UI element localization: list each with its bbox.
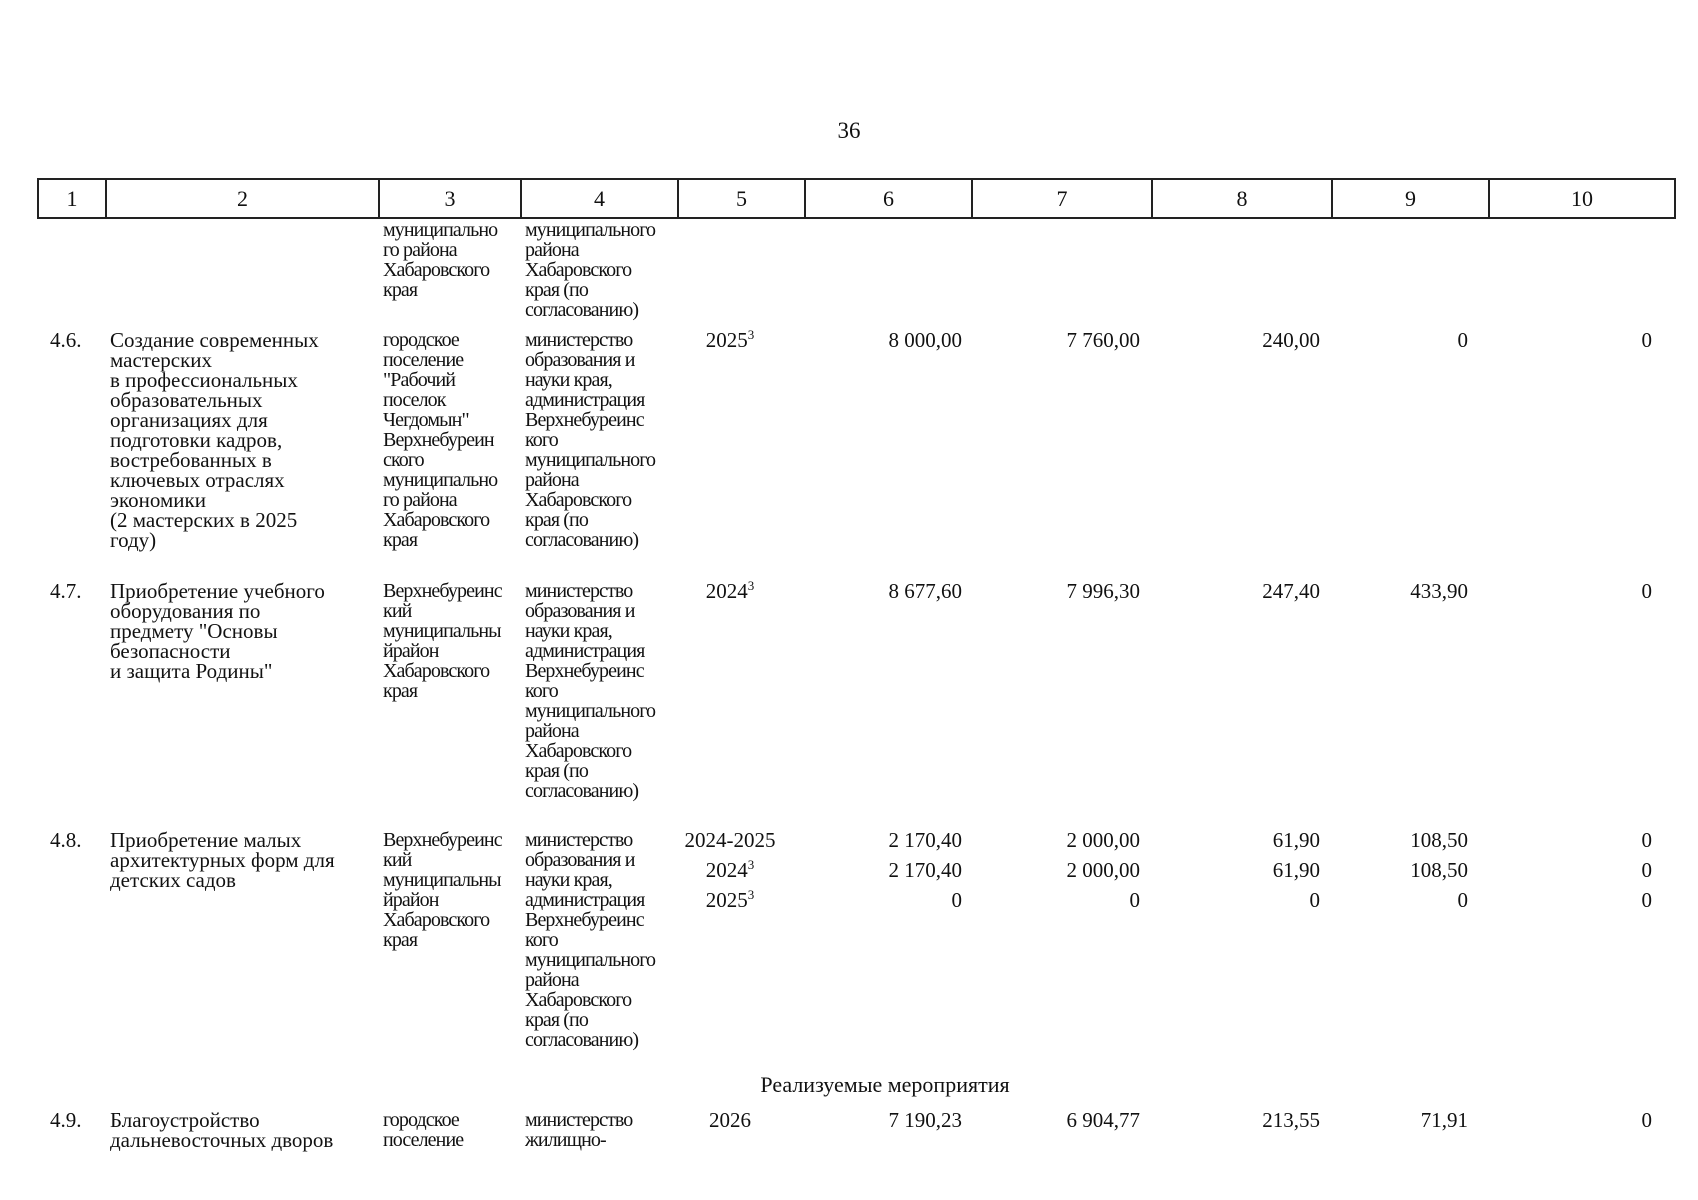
row-col10 bbox=[1480, 325, 1652, 355]
row-participant: городское поселение bbox=[383, 1109, 464, 1151]
section-title: Реализуемые мероприятия bbox=[760, 1072, 1010, 1097]
value-line: 7 996,30 bbox=[1066, 579, 1140, 603]
row-col10 bbox=[1480, 825, 1652, 915]
header-col-2: 2 bbox=[106, 179, 379, 218]
row-col6 bbox=[820, 825, 962, 915]
value-line: 0 bbox=[1641, 828, 1652, 852]
header-col-5: 5 bbox=[678, 179, 805, 218]
value-line: 0 bbox=[1641, 858, 1652, 882]
value-line: 2 000,00 bbox=[1066, 828, 1140, 852]
row-col7 bbox=[990, 825, 1140, 915]
row-participant: городское поселение "Рабочий поселок Чегдомын" Верхнебуреин ского муниципально го района Хабаровского края bbox=[383, 329, 498, 551]
row-number: 4.7. bbox=[50, 579, 82, 603]
value-line: 8 677,60 bbox=[888, 579, 962, 603]
row-responsible: министерство образования и науки края, администрация Верхнебуреинс кого муниципального района Хабаровского края (по согласованию) bbox=[525, 580, 656, 802]
row-name: Приобретение учебного оборудования по предмету "Основы безопасности и защита Родины" bbox=[110, 579, 325, 683]
continued-participant: муниципально го района Хабаровского края bbox=[383, 219, 498, 301]
value-line: 61,90 bbox=[1272, 858, 1320, 882]
value-line: 0 bbox=[1309, 888, 1320, 912]
row-participant: Верхнебуреинс кий муниципальны йрайон Хабаровского края bbox=[383, 580, 502, 702]
row-col8 bbox=[1160, 325, 1320, 355]
row-years bbox=[682, 825, 778, 915]
footnote-mark: 3 bbox=[747, 857, 755, 872]
row-col8 bbox=[1160, 825, 1320, 915]
year-line: 2025$^3$ bbox=[705, 887, 755, 912]
value-line: 0 bbox=[951, 888, 962, 912]
value-line: 0 bbox=[1641, 888, 1652, 912]
value-line: 108,50 bbox=[1410, 828, 1468, 852]
table-header bbox=[37, 178, 1676, 219]
row-col6 bbox=[820, 576, 962, 606]
footnote-mark: 3 bbox=[747, 327, 755, 342]
row-responsible: министерство образования и науки края, администрация Верхнебуреинс кого муниципального района Хабаровского края (по согласованию) bbox=[525, 329, 656, 551]
value-line: 2 000,00 bbox=[1066, 858, 1140, 882]
row-name: Благоустройство дальневосточных дворов bbox=[110, 1108, 334, 1152]
value-line: 61,90 bbox=[1272, 828, 1320, 852]
row-col9 bbox=[1320, 325, 1468, 355]
row-responsible: министерство жилищно- bbox=[525, 1109, 633, 1151]
year-line: 2024-2025 bbox=[684, 828, 776, 852]
row-col10: 0 bbox=[1641, 1108, 1652, 1132]
value-line: 0 bbox=[1641, 579, 1652, 603]
row-col9 bbox=[1320, 825, 1468, 915]
value-line: 0 bbox=[1641, 328, 1652, 352]
row-participant: Верхнебуреинс кий муниципальны йрайон Хабаровского края bbox=[383, 829, 502, 951]
header-col-8: 8 bbox=[1152, 179, 1332, 218]
row-col7 bbox=[990, 325, 1140, 355]
row-responsible: министерство образования и науки края, администрация Верхнебуреинс кого муниципального района Хабаровского края (по согласованию) bbox=[525, 829, 656, 1051]
row-col7: 6 904,77 bbox=[1066, 1108, 1140, 1132]
value-line: 2 170,40 bbox=[888, 858, 962, 882]
value-line: 108,50 bbox=[1410, 858, 1468, 882]
row-number: 4.6. bbox=[50, 328, 82, 352]
value-line: 0 bbox=[1129, 888, 1140, 912]
row-number: 4.8. bbox=[50, 828, 82, 852]
value-line: 0 bbox=[1457, 328, 1468, 352]
value-line: 247,40 bbox=[1262, 579, 1320, 603]
value-line: 7 760,00 bbox=[1066, 328, 1140, 352]
row-col6 bbox=[820, 325, 962, 355]
footnote-mark: 3 bbox=[747, 887, 755, 902]
header-col-9: 9 bbox=[1332, 179, 1489, 218]
year-line: 2024$^3$ bbox=[705, 857, 755, 882]
header-col-6: 6 bbox=[805, 179, 972, 218]
row-col9 bbox=[1320, 576, 1468, 606]
header-col-10: 10 bbox=[1489, 179, 1675, 218]
row-years bbox=[682, 325, 778, 355]
continued-responsible: муниципального района Хабаровского края (по согласованию) bbox=[525, 219, 656, 321]
year-line: 2025$^3$ bbox=[705, 327, 755, 352]
header-col-4: 4 bbox=[521, 179, 678, 218]
value-line: 433,90 bbox=[1410, 579, 1468, 603]
row-col8 bbox=[1160, 576, 1320, 606]
page-number: 36 bbox=[837, 118, 861, 143]
header-col-7: 7 bbox=[972, 179, 1152, 218]
row-col6: 7 190,23 bbox=[888, 1108, 962, 1132]
value-line: 8 000,00 bbox=[888, 328, 962, 352]
row-col10 bbox=[1480, 576, 1652, 606]
row-year: 2026 bbox=[709, 1108, 751, 1132]
value-line: 0 bbox=[1457, 888, 1468, 912]
row-name: Создание современных мастерских в профессиональных образовательных организациях для подготовки кадров, востребованных в ключевых отраслях экономики (2 мастерских в 2025 году) bbox=[110, 328, 319, 552]
year-line: 2024$^3$ bbox=[705, 578, 755, 603]
row-years bbox=[682, 576, 778, 606]
value-line: 240,00 bbox=[1262, 328, 1320, 352]
row-number: 4.9. bbox=[50, 1108, 82, 1132]
header-col-3: 3 bbox=[379, 179, 521, 218]
footnote-mark: 3 bbox=[747, 578, 755, 593]
row-col9: 71,91 bbox=[1420, 1108, 1468, 1132]
row-col8: 213,55 bbox=[1262, 1108, 1320, 1132]
row-col7 bbox=[990, 576, 1140, 606]
value-line: 2 170,40 bbox=[888, 828, 962, 852]
header-col-1: 1 bbox=[38, 179, 106, 218]
row-name: Приобретение малых архитектурных форм для детских садов bbox=[110, 828, 335, 892]
